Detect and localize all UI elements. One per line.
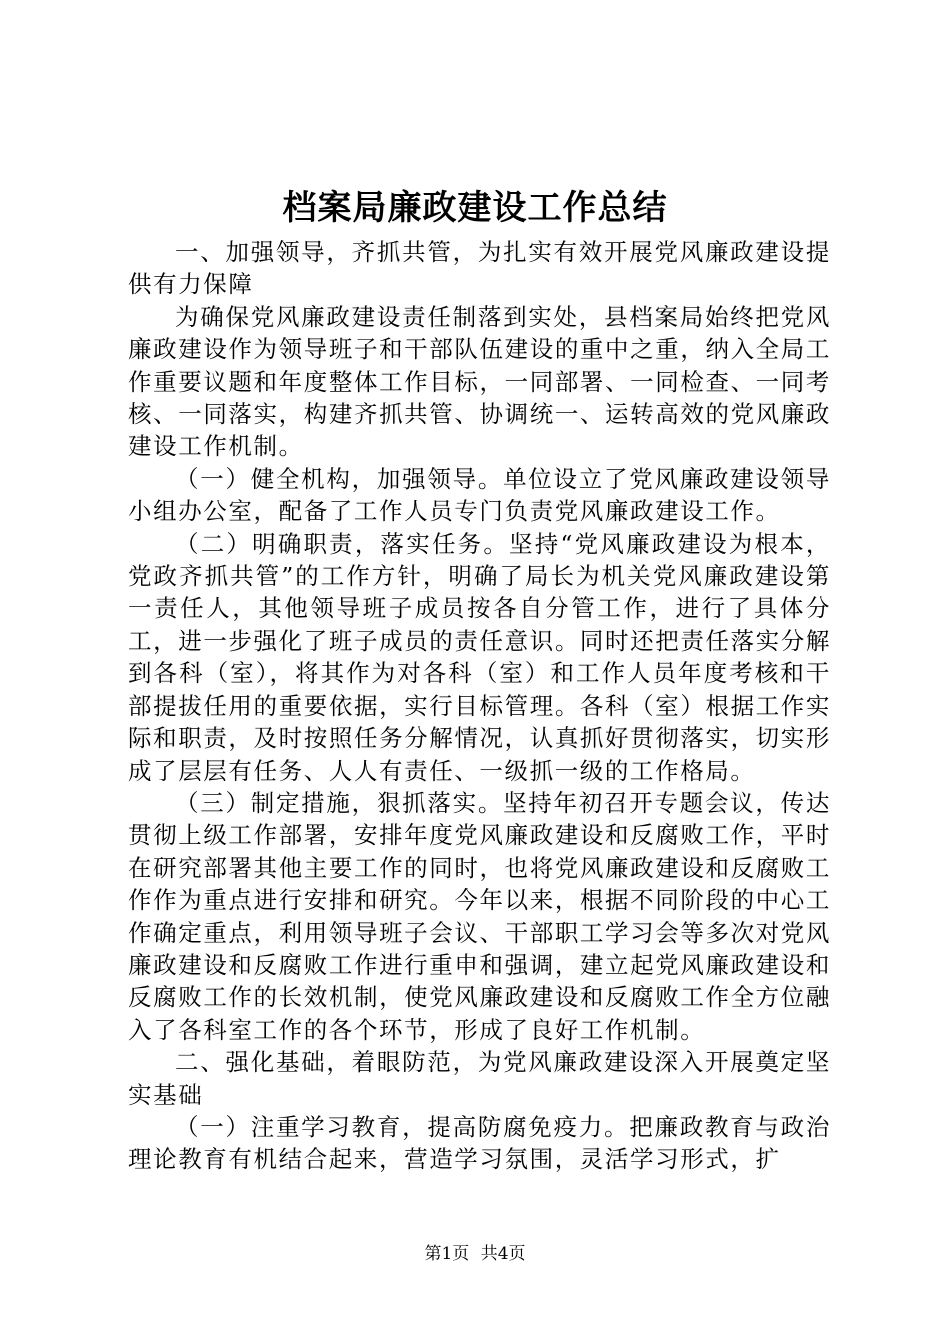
paragraph-section-1-heading: 一、加强领导，齐抓共管，为扎实有效开展党风廉政建设提供有力保障 (128, 238, 831, 299)
document-title: 档案局廉政建设工作总结 (282, 188, 668, 228)
paragraph-section-2-item-1: （一）注重学习教育，提高防腐免疫力。把廉政教育与政治理论教育有机结合起来，营造学习氛围，灵活学习形式，扩 (128, 1112, 831, 1174)
paragraph-item-2: （二）明确职责，落实任务。坚持“党风廉政建设为根本，党政齐抓共管”的工作方针，明确了局长为机关党风廉政建设第一责任人，其他领导班子成员按各自分管工作，进行了具体分工，进一步强化了班子成员的责任意识。同时还把责任落实分解到各科（室），将其作为对各科（室）和工作人员年度考核和干部提拔任用的重要依据，实行目标管理。各科（室）根据工作实际和职责，及时按照任务分解情况，认真抓好贯彻落实，切实形成了层层有任务、人人有责任、一级抓一级的工作格局。 (128, 529, 831, 785)
page-footer (0, 1242, 950, 1266)
paragraph-section-2-heading: 二、强化基础，着眼防范，为党风廉政建设深入开展奠定坚实基础 (128, 1048, 831, 1109)
page-number-total: 共4页 (480, 1244, 526, 1264)
paragraph-intro: 为确保党风廉政建设责任制落到实处，县档案局始终把党风廉政建设作为领导班子和干部队伍建设的重中之重，纳入全局工作重要议题和年度整体工作目标，一同部署、一同检查、一同考核、一同落实，构建齐抓共管、协调统一、运转高效的党风廉政建设工作机制。 (128, 302, 831, 461)
paragraph-item-1: （一）健全机构，加强领导。单位设立了党风廉政建设领导小组办公室，配备了工作人员专门负责党风廉政建设工作。 (128, 464, 831, 526)
page-number-current: 第1页 (424, 1244, 470, 1264)
document-body (128, 236, 831, 1176)
paragraph-item-3: （三）制定措施，狠抓落实。坚持年初召开专题会议，传达贯彻上级工作部署，安排年度党风廉政建设和反腐败工作，平时在研究部署其他主要工作的同时，也将党风廉政建设和反腐败工作作为重点进行安排和研究。今年以来，根据不同阶段的中心工作确定重点，利用领导班子会议、干部职工学习会等多次对党风廉政建设和反腐败工作进行重申和强调，建立起党风廉政建设和反腐败工作的长效机制，使党风廉政建设和反腐败工作全方位融入了各科室工作的各个环节，形成了良好工作机制。 (128, 788, 831, 1044)
